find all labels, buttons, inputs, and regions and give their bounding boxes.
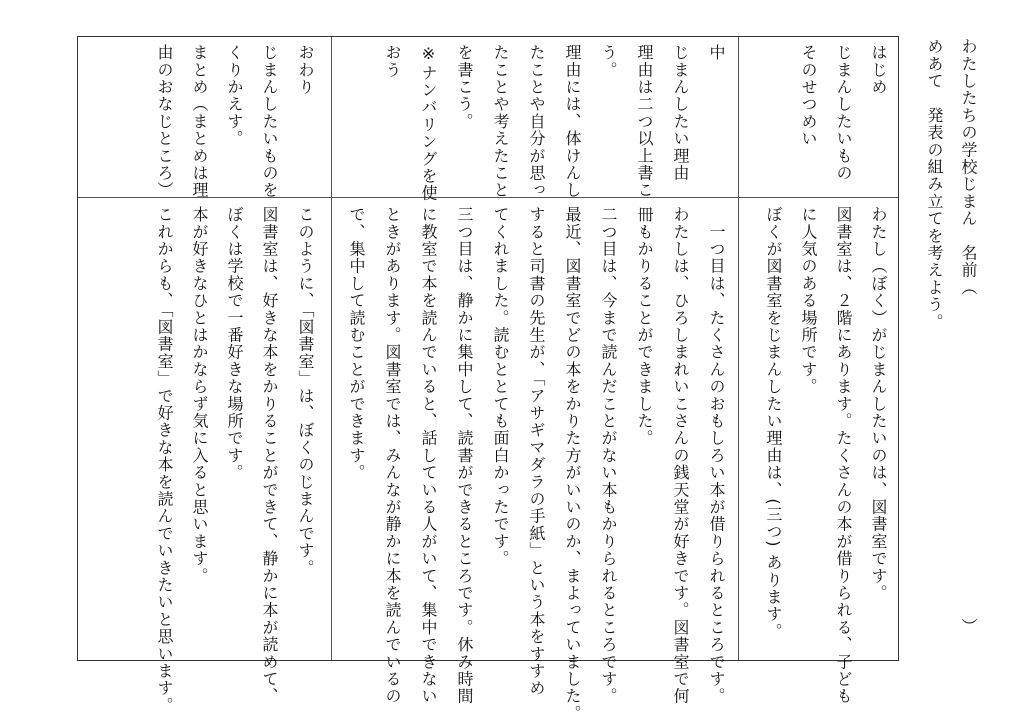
lesson-aim: めあて 発表の組み立てを考えよう。 xyxy=(925,38,944,331)
essay-conclusion-line: これからも、「図書室」で好きな本を読んでいきたいと思います。 xyxy=(155,206,174,714)
worksheet-title-close-paren: ） xyxy=(959,618,978,636)
essay-body-line: ときがあります。図書室では、みんなが静かに本を読んでいるの xyxy=(383,206,402,705)
essay-body-line: わたしは、ひろしまれいこさんの銭天堂が好きです。図書室で何 xyxy=(671,206,690,705)
essay-body-line: すると司書の先生が、「アサギマダラの手紙」という本をすすめ xyxy=(527,206,546,697)
essay-intro-line: に人気のある場所です。 xyxy=(799,206,818,396)
outline-conclusion-line: 由のおなじところ） xyxy=(155,44,174,199)
outline-body-line: ※ナンバリングを使 xyxy=(419,44,438,202)
outline-conclusion-line: じまんしたいものを xyxy=(260,44,279,199)
essay-body-line: で、集中して読むことができます。 xyxy=(347,206,366,482)
outline-body-line: おう xyxy=(383,44,402,79)
outline-body-line: じまんしたい理由 xyxy=(671,44,690,182)
essay-conclusion-line: 本が好きなひとはかならず気に入ると思います。 xyxy=(190,206,209,585)
outline-intro-line: じまんしたいもの xyxy=(834,44,853,182)
outline-conclusion-heading: おわり xyxy=(296,44,315,96)
outline-body-line: を書こう。 xyxy=(455,44,474,130)
essay-body-line: 冊もかりることができました。 xyxy=(635,206,654,447)
outline-body-line: たことや考えたこと xyxy=(491,44,510,199)
essay-intro-line: ぼくが図書室をじまんしたい理由は、(三つ) あります。 xyxy=(764,206,783,640)
outline-body-line: 理由は二つ以上書こ xyxy=(635,44,654,199)
section-divider-intro-body xyxy=(738,37,739,660)
outline-intro-heading: はじめ xyxy=(869,44,888,96)
essay-conclusion-line: ぼくは学校で一番好きな場所です。 xyxy=(225,206,244,482)
outline-conclusion-line: くりかえす。 xyxy=(225,44,244,148)
essay-body-line: てくれました。読むととても面白かったです。 xyxy=(491,206,510,568)
outline-body-line: う。 xyxy=(599,44,618,79)
essay-intro-line: わたし（ぼく）がじまんしたいのは、図書室です。 xyxy=(869,206,888,602)
section-divider-body-conclusion xyxy=(331,37,332,660)
essay-intro-line: 図書室は、２階にあります。たくさんの本が借りられる、子ども xyxy=(834,206,853,705)
essay-body-line: 最近、図書室でどの本をかりた方がいいのか、まよっていました。 xyxy=(563,206,582,722)
essay-body-line: 一つ目は、たくさんのおもしろい本が借りられるところです。 xyxy=(707,206,726,705)
outline-body-line: 理由には、体けんし xyxy=(563,44,582,199)
essay-body-line: 三つ目は、静かに集中して、読書ができるところです。休み時間 xyxy=(455,206,474,705)
essay-body-line: 二つ目は、今まで読んだことがない本もかりられるところです。 xyxy=(599,206,618,705)
worksheet-title: わたしたちの学校じまん 名前（ xyxy=(959,38,978,296)
outline-body-line: たことや自分が思っ xyxy=(527,44,546,199)
essay-conclusion-line: 図書室は、好きな本をかりることができて、静かに本が読めて、 xyxy=(260,206,279,705)
outline-body-heading: 中 xyxy=(707,44,726,62)
essay-body-line: に教室で本を読んでいると、話している人がいて、集中できない xyxy=(419,206,438,705)
outline-conclusion-line: まとめ（まとめは理 xyxy=(190,44,209,199)
outline-intro-line: そのせつめい xyxy=(799,44,818,148)
essay-conclusion-line: このように、「図書室」は、ぼくのじまんです。 xyxy=(296,206,315,577)
